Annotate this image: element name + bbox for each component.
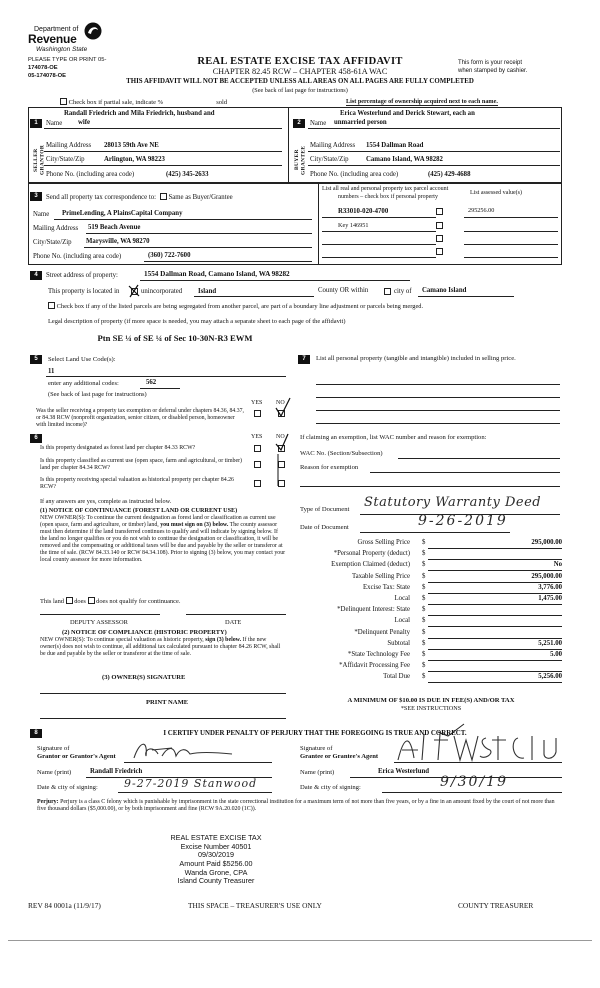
exemption-claim-label: If claiming an exemption, list WAC number and reason for exemption: xyxy=(300,434,487,441)
calc-row-line xyxy=(428,548,562,549)
calc-row-currency: $ xyxy=(422,662,426,670)
calc-row-currency: $ xyxy=(422,595,426,602)
grantor-sig-label-1: Signature of xyxy=(37,745,70,752)
correspondence-label: Send all property tax correspondence to: xyxy=(46,194,157,201)
form-subtitle: CHAPTER 82.45 RCW – CHAPTER 458-61A WAC xyxy=(212,67,388,76)
form-title: REAL ESTATE EXCISE TAX AFFIDAVIT xyxy=(197,56,403,67)
calc-row-label: Taxable Selling Price xyxy=(351,572,410,580)
calc-row-label: Local xyxy=(394,617,410,625)
doc-type-label: Type of Document xyxy=(300,506,350,513)
seller-name-line2[interactable]: wife xyxy=(78,119,91,126)
seller-name-line1[interactable]: Randall Friedrich and Mila Friedrich, husband and xyxy=(64,110,215,117)
seller-phone[interactable]: (425) 345-2633 xyxy=(166,171,209,178)
does-not-checkbox[interactable] xyxy=(88,597,95,604)
doc-date[interactable]: 9-26-2019 xyxy=(418,513,508,529)
dor-swirl-icon xyxy=(84,22,102,40)
calc-row xyxy=(300,606,562,616)
owner-signature-label: (3) OWNER(S) SIGNATURE xyxy=(102,674,186,681)
section-4-marker: 4 xyxy=(30,271,42,280)
historic-question: Is this property receiving special valuation as historical property per chapter 84.26 RCW? xyxy=(40,477,234,490)
correspondence-row xyxy=(46,193,233,202)
calc-row-line xyxy=(428,570,562,571)
calc-row-label: Subtotal xyxy=(387,639,410,647)
parcel-header-2: numbers – check box if personal property xyxy=(338,194,438,200)
exemption-no-checkmark-icon xyxy=(274,396,292,418)
does-label: does xyxy=(74,598,86,605)
calc-row-currency: $ xyxy=(422,606,426,614)
calc-row-line xyxy=(428,638,562,639)
section-1-marker: 1 xyxy=(30,119,42,128)
land-use-label: Select Land Use Code(s): xyxy=(48,356,116,363)
calc-row-label: *Delinquent Interest: State xyxy=(337,606,410,614)
same-as-buyer-label: Same as Buyer/Grantee xyxy=(168,194,233,201)
buyer-phone[interactable]: (425) 429-4688 xyxy=(428,171,471,178)
property-street[interactable]: 1554 Dallman Road, Camano Island, WA 98282 xyxy=(144,270,290,278)
minimum-due-note: A MINIMUM OF $10.00 IS DUE IN FEE(S) AND/OR TAX xyxy=(347,697,515,704)
notice1-title: (1) NOTICE OF CONTINUANCE (FOREST LAND OR CURRENT USE) xyxy=(40,507,238,514)
grantee-date-label: Date & city of signing: xyxy=(300,784,361,791)
sold-label: sold xyxy=(216,99,228,106)
corr-phone-label: Phone No. (including area code) xyxy=(33,253,122,260)
county-treasurer-label: COUNTY TREASURER xyxy=(458,901,534,910)
dor-logo xyxy=(28,22,100,54)
notice2-body xyxy=(40,637,286,658)
calc-row-currency: $ xyxy=(422,651,426,658)
additional-codes[interactable]: 562 xyxy=(146,379,157,386)
exemption-yes-checkbox[interactable] xyxy=(254,410,261,417)
partial-sale-label: Check box if partial sale, indicate % xyxy=(68,99,164,106)
calc-row-line xyxy=(428,615,562,616)
section-2-marker: 2 xyxy=(293,119,305,128)
section-6-marker: 6 xyxy=(30,434,42,443)
doc-number-2: 05-174078-OE xyxy=(28,73,67,79)
buyer-name-line1[interactable]: Erica Westerlund and Derick Stewart, each an xyxy=(340,110,475,117)
seller-mailing-label: Mailing Address xyxy=(46,142,92,149)
sec6-yes-header: YES xyxy=(251,434,263,440)
grantor-name[interactable]: Randall Friedrich xyxy=(90,768,143,775)
located-label: This property is located in xyxy=(48,288,120,295)
land-use-code[interactable]: 11 xyxy=(48,368,55,375)
calc-row-value[interactable]: No xyxy=(553,561,562,569)
doc-number-1: 174078-OE xyxy=(28,65,58,71)
notice1-text-b: you must sign on (3) below. xyxy=(160,521,229,528)
perjury-label: Perjury: xyxy=(37,799,59,805)
calc-row-currency: $ xyxy=(422,628,426,636)
calc-row-label: *Affidavit Processing Fee xyxy=(339,662,410,670)
forest-land-question: Is this property designated as forest land per chapter 84.33 RCW? xyxy=(40,445,196,451)
buyer-mailing-label: Mailing Address xyxy=(310,142,356,149)
wac-label: WAC No. (Section/Subsection) xyxy=(300,450,383,457)
section-7-marker: 7 xyxy=(298,355,310,364)
notice1-body xyxy=(40,515,286,564)
parcel-number[interactable]: R33010-020-4700 xyxy=(338,208,389,215)
stamp-line-3: 09/30/2019 xyxy=(198,850,234,860)
dept-of-label: Department of xyxy=(34,26,79,33)
calc-row-value[interactable]: 295,000.00 xyxy=(531,572,562,580)
corr-mailing[interactable]: 519 Beach Avenue xyxy=(88,224,141,231)
calc-row-label: *State Technology Fee xyxy=(347,651,410,658)
buyer-mailing[interactable]: 1554 Dallman Road xyxy=(366,142,424,149)
receipt-note-1: This form is your receipt xyxy=(458,60,523,66)
city-of-checkbox[interactable] xyxy=(384,288,391,295)
segregated-row xyxy=(48,302,423,310)
calc-row-value[interactable]: 295,000.00 xyxy=(531,539,562,546)
sec6-no-header: NO xyxy=(276,434,285,440)
grantee-name-label: Name (print) xyxy=(300,769,335,776)
calc-row xyxy=(300,595,562,605)
notice2-title: (2) NOTICE OF COMPLIANCE (HISTORIC PROPERTY) xyxy=(62,629,227,636)
parcel-4-checkbox[interactable] xyxy=(436,248,443,255)
corr-city-label: City/State/Zip xyxy=(33,239,72,246)
calc-row xyxy=(300,573,562,583)
grantee-name[interactable]: Erica Westerlund xyxy=(378,768,430,775)
grantor-date-city[interactable]: 9-27-2019 Stanwood xyxy=(124,777,258,790)
doc-date-label: Date of Document xyxy=(300,524,349,531)
ownership-percentage-label: List percentage of ownership acquired next to each name. xyxy=(346,98,498,105)
county-or-within-label: County OR within xyxy=(318,287,369,294)
corr-phone[interactable]: (360) 722-7600 xyxy=(148,252,191,259)
calc-row-line xyxy=(428,626,562,627)
does-not-label: does not qualify for continuance. xyxy=(96,598,181,605)
does-checkbox[interactable] xyxy=(66,597,73,604)
receipt-note-2: when stamped by cashier. xyxy=(458,68,528,74)
calc-row xyxy=(300,640,562,650)
forest-yes-checkbox[interactable] xyxy=(254,445,261,452)
assessed-value-header: List assessed value(s) xyxy=(470,190,522,196)
treasurer-use-only: THIS SPACE – TREASURER'S USE ONLY xyxy=(188,901,322,910)
buyer-city[interactable]: Camano Island, WA 98282 xyxy=(366,156,443,163)
calc-row-line xyxy=(428,660,562,661)
reason-label: Reason for exemption xyxy=(300,464,359,471)
notice2-text-c: If the new owner(s) does not wish to continue, all additional tax calculated pursuant to chapter 84.26 RCW, shall be due and payable by the seller or transferor at the time of sale. xyxy=(40,637,281,657)
buyer-name-label: Name xyxy=(310,120,327,127)
property-city[interactable]: Camano Island xyxy=(422,287,467,294)
corr-mailing-label: Mailing Address xyxy=(33,225,79,232)
parcel-2-checkbox[interactable] xyxy=(436,222,443,229)
corr-name[interactable]: PrimeLending, A PlainsCapital Company xyxy=(62,210,183,217)
partial-sale-checkbox[interactable] xyxy=(60,98,67,105)
assessed-value[interactable]: 295256.00 xyxy=(468,207,495,214)
calc-row-line xyxy=(428,649,562,650)
grantor-signature[interactable] xyxy=(128,738,238,764)
property-county[interactable]: Island xyxy=(198,288,217,295)
legal-description[interactable]: Ptn SE ¼ of SE ¼ of Sec 10-30N-R3 EWM xyxy=(97,333,253,343)
grantor-name-label: Name (print) xyxy=(37,769,72,776)
stamp-line-2: Excise Number 40501 xyxy=(180,841,252,851)
calc-row-line xyxy=(428,682,562,683)
street-label: Street address of property: xyxy=(46,272,118,279)
buyer-city-label: City/State/Zip xyxy=(310,156,349,163)
land-use-instr: (See back of last page for instructions) xyxy=(48,391,147,398)
print-name-label: PRINT NAME xyxy=(146,699,189,706)
corr-name-label: Name xyxy=(33,211,50,218)
calc-row-value[interactable]: 1,475.00 xyxy=(538,595,562,602)
sec5-no-header: NO xyxy=(276,400,285,406)
seller-city[interactable]: Arlington, WA 98223 xyxy=(104,156,165,163)
perjury-notice xyxy=(37,799,564,814)
segregated-checkbox[interactable] xyxy=(48,302,55,309)
legal-description-label: Legal description of property (if more space is needed, you may attach a separate sheet to each page of the affidavit) xyxy=(48,318,346,325)
calc-row-value[interactable]: 3,776.00 xyxy=(538,583,562,591)
parcel-3-checkbox[interactable] xyxy=(436,235,443,242)
warning-banner: THIS AFFIDAVIT WILL NOT BE ACCEPTED UNLESS ALL AREAS ON ALL PAGES ARE FULLY COMPLETED xyxy=(126,78,474,85)
grantor-sig-label-2: Grantor or Grantor's Agent xyxy=(37,753,116,760)
calc-row xyxy=(300,584,562,594)
grantee-sig-label-1: Signature of xyxy=(300,745,333,752)
calc-row-label: Excise Tax: State xyxy=(363,583,410,591)
sec5-yes-header: YES xyxy=(251,400,263,406)
exemption-question: Was the seller receiving a property tax exemption or deferral under chapters 84.36, 84.37, or 84.38 RCW (nonprofit organization, senior citizen, or disabled person, homeowner with limited income)? xyxy=(36,408,244,428)
stamp-line-4: Amount Paid $5256.00 xyxy=(179,858,253,868)
calc-row-currency: $ xyxy=(422,639,426,647)
doc-type[interactable]: Statutory Warranty Deed xyxy=(364,495,542,510)
calc-row xyxy=(300,651,562,661)
seller-phone-label: Phone No. (including area code) xyxy=(46,171,135,178)
section-5-marker: 5 xyxy=(30,355,42,364)
grantor-date-label: Date & city of signing: xyxy=(37,784,98,791)
certify-statement: I CERTIFY UNDER PENALTY OF PERJURY THAT THE FOREGOING IS TRUE AND CORRECT. xyxy=(163,730,467,737)
partial-sale-row xyxy=(60,98,227,106)
calc-row xyxy=(300,561,562,571)
instructions-note: (See back of last page for instructions) xyxy=(252,87,348,94)
notice1-text-c: The county assessor must then determine if the land transferred continues to qualify and will indicate by signing below. If the land no longer qualifies or you do not wish to continue the designation or classification, it will be removed and the compensating or additional taxes will be due and payable by the seller or transferor at the time of sale. (RCW 84.33.140 or RCW 84.34.108). Prior to signing (3) below, you may contact your local county assessor for more information. xyxy=(40,521,286,563)
unincorporated-checkmark-icon xyxy=(128,284,140,298)
perjury-text: Perjury is a class C felony which is punishable by imprisonment in the state correctional institution for a maximum term of not more than five years, or by a fine in an amount fixed by the court of not more than five thousand dollars ($5,000.00), or by both imprisonment and fine (RCW 9A.20.020 (1C)). xyxy=(37,799,555,813)
calc-row-currency: $ xyxy=(422,617,426,625)
same-as-buyer-checkbox[interactable] xyxy=(160,193,167,200)
calc-row xyxy=(300,673,562,683)
parcel-key[interactable]: Key 146951 xyxy=(338,222,369,229)
calc-row xyxy=(300,550,562,560)
calc-row xyxy=(300,539,562,549)
calc-row-line xyxy=(428,593,562,594)
this-land-row xyxy=(40,597,180,605)
treasurer-stamp xyxy=(156,834,276,886)
calc-row xyxy=(300,617,562,627)
print-note: PLEASE TYPE OR PRINT 05- xyxy=(28,57,107,63)
calc-row-line xyxy=(428,582,562,583)
parcel-header-1: List all real and personal property tax parcel account xyxy=(322,186,449,192)
see-instructions-note: *SEE INSTRUCTIONS xyxy=(400,705,462,712)
section-3-marker: 3 xyxy=(30,192,42,201)
calc-row xyxy=(300,629,562,639)
notice1-text-a: NEW OWNER(S): To continue the current designation as forest land or classification as current use (open space, farm and agriculture, or timber) land, xyxy=(40,515,276,528)
notice2-text-b: sign (3) below. xyxy=(205,637,242,643)
notice2-text-a: NEW OWNER(S): To continue special valuation as historic property, xyxy=(40,637,204,643)
calc-row-line xyxy=(428,559,562,560)
this-land-label: This land xyxy=(40,598,64,605)
wa-state-label: Washington State xyxy=(36,46,88,53)
buyer-name-line2[interactable]: unmarried person xyxy=(334,119,387,126)
current-use-question: Is this property classified as current use (open space, farm and agricultural, or timber) land per chapter 84.34 RCW? xyxy=(40,458,243,471)
current-use-yes-checkbox[interactable] xyxy=(254,461,261,468)
seller-side-label: SELLER GRANTOR xyxy=(33,144,46,176)
calc-row-currency: $ xyxy=(422,572,426,580)
deputy-date-label: DATE xyxy=(225,619,242,626)
stamp-line-5: Wanda Grone, CPA xyxy=(184,867,248,877)
city-of-label: city of xyxy=(394,288,412,295)
calc-row-value[interactable]: 5.00 xyxy=(550,651,562,658)
calc-row-currency: $ xyxy=(422,539,426,546)
sec6-no-checkmark-icon xyxy=(274,430,292,490)
calc-row-line xyxy=(428,604,562,605)
stamp-line-1: REAL ESTATE EXCISE TAX xyxy=(170,833,262,842)
deputy-assessor-label: DEPUTY ASSESSOR xyxy=(70,619,128,626)
seller-name-label: Name xyxy=(46,120,63,127)
historic-yes-checkbox[interactable] xyxy=(254,480,261,487)
if-any-yes: If any answers are yes, complete as instructed below. xyxy=(40,498,172,505)
calc-row-label: Gross Selling Price xyxy=(357,539,410,546)
unincorporated-label: unincorporated xyxy=(141,288,183,295)
seller-mailing[interactable]: 28013 59th Ave NE xyxy=(104,142,159,149)
calc-row xyxy=(300,662,562,672)
parcel-1-checkbox[interactable] xyxy=(436,208,443,215)
calc-row-label: Local xyxy=(394,595,410,602)
calc-row-label: Total Due xyxy=(383,673,410,681)
calc-row-value[interactable]: 5,256.00 xyxy=(538,673,562,681)
seller-city-label: City/State/Zip xyxy=(46,156,85,163)
grantee-sig-label-2: Grantee or Grantee's Agent xyxy=(300,753,379,760)
calc-row-line xyxy=(428,671,562,672)
corr-city[interactable]: Marysville, WA 98270 xyxy=(86,238,150,245)
buyer-phone-label: Phone No. (including area code) xyxy=(310,171,399,178)
segregated-label: Check box if any of the listed parcels are being segregated from another parcel, are part of a boundary line adjustment or parcels being merged. xyxy=(56,303,424,310)
calc-row-currency: $ xyxy=(422,550,426,558)
calc-row-currency: $ xyxy=(422,583,426,591)
buyer-side-label: BUYER GRANTEE xyxy=(294,145,307,175)
revenue-wordmark: Revenue xyxy=(28,32,77,46)
stamp-line-6: Island County Treasurer xyxy=(177,876,255,886)
calc-row-label: *Personal Property (deduct) xyxy=(333,550,410,558)
section-8-marker: 8 xyxy=(30,729,42,738)
calc-row-label: *Delinquent Penalty xyxy=(354,628,410,636)
rev-number: REV 84 0001a (11/9/17) xyxy=(28,901,101,910)
calc-row-currency: $ xyxy=(422,561,426,569)
grantee-signature[interactable] xyxy=(394,730,562,764)
calc-row-currency: $ xyxy=(422,673,426,681)
calc-row-label: Exemption Claimed (deduct) xyxy=(331,561,410,569)
additional-codes-label: enter any additional codes: xyxy=(48,380,119,387)
calc-row-value[interactable]: 5,251.00 xyxy=(538,639,562,647)
grantee-date-city[interactable]: 9/30/19 xyxy=(440,774,508,790)
personal-property-label: List all personal property (tangible and intangible) included in selling price. xyxy=(316,355,516,362)
